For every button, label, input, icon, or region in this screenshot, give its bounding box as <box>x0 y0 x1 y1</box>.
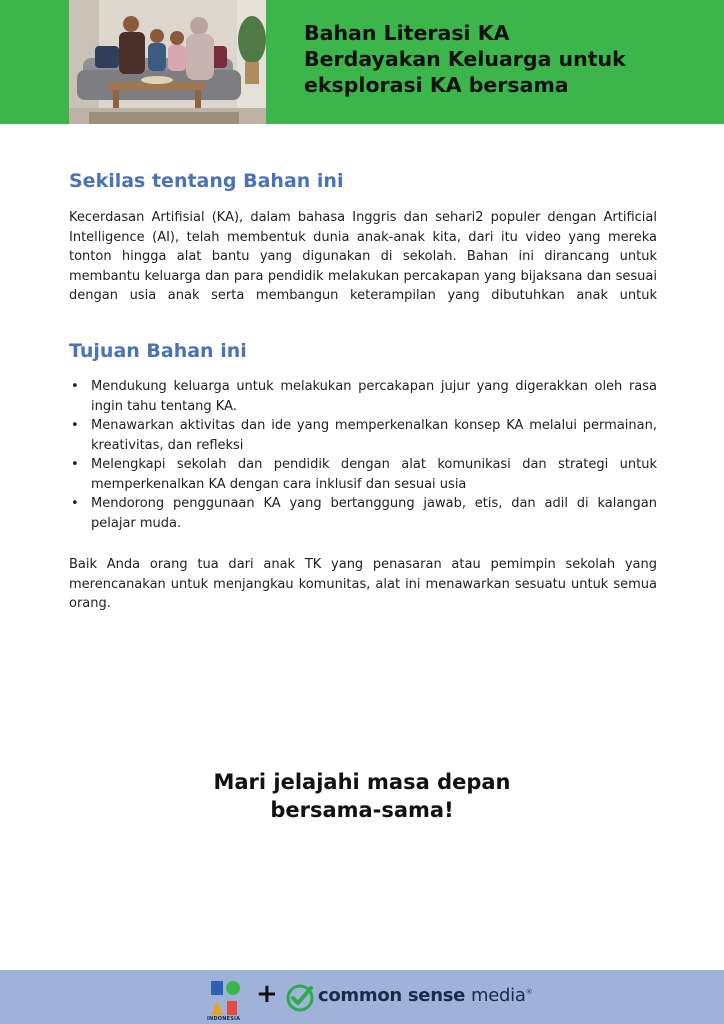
title-line: Bahan Literasi KA <box>304 21 510 45</box>
cta-line: bersama-sama! <box>270 798 454 822</box>
page-title <box>304 20 704 98</box>
closing-line: orang. <box>69 596 111 611</box>
bullet-icon: • <box>71 418 79 433</box>
overview-line: membantu keluarga dan para pendidik melakukan percakapan yang bijaksana dan sesuai <box>69 268 657 284</box>
checkmark-circle-icon <box>285 983 315 1013</box>
csm-bold-text: common sense <box>318 985 472 1006</box>
closing-paragraph <box>69 555 657 614</box>
bullet-icon: • <box>71 379 79 394</box>
family-photo-illustration <box>69 0 266 124</box>
goal-text: Menawarkan aktivitas dan ide yang memperkenalkan konsep KA melalui permainan, kreativitas, dan refleksi <box>91 418 657 453</box>
goal-text: Mendorong penggunaan KA yang bertanggung jawab, etis, dan adil di kalangan pelajar muda. <box>91 496 657 531</box>
goal-text: Mendukung keluarga untuk melakukan percakapan jujur yang digerakkan oleh rasa ingin tahu tentang KA. <box>91 379 657 414</box>
goals-list <box>69 377 657 533</box>
registered-mark: ® <box>525 988 533 996</box>
goals-heading: Tujuan Bahan ini <box>69 340 247 362</box>
goal-text: Melengkapi sekolah dan pendidik dengan alat komunikasi dan strategi untuk memperkenalkan KA dengan cara inklusif dan sesuai usia <box>91 457 657 492</box>
closing-line: merencanakan untuk menjangkau komunitas, alat ini menawarkan sesuatu untuk semua <box>69 576 657 592</box>
bullet-icon: • <box>71 496 79 511</box>
overview-heading: Sekilas tentang Bahan ini <box>69 170 344 192</box>
title-line: Berdayakan Keluarga untuk <box>304 47 626 71</box>
header-band <box>0 0 724 124</box>
cta-line: Mari jelajahi masa depan <box>213 770 511 794</box>
doai-logo-label: INDONESIA <box>207 1016 241 1022</box>
overview-paragraph <box>69 208 657 306</box>
title-line: eksplorasi KA bersama <box>304 73 569 97</box>
call-to-action <box>0 768 724 824</box>
csm-light-text: media <box>471 985 526 1006</box>
overview-line: dengan usia anak serta membangun keterampilan yang dibutuhkan anak untuk <box>69 288 657 303</box>
common-sense-media-logo <box>318 985 532 1006</box>
list-item <box>69 416 657 455</box>
overview-line: tonton hingga alat bantu yang digunakan di sekolah. Bahan ini dirancang untuk <box>69 249 657 264</box>
overview-line: Intelligence (AI), telah membentuk dunia anak-anak kita, dari itu video yang mereka <box>69 229 657 245</box>
family-photo <box>69 0 266 124</box>
list-item <box>69 494 657 533</box>
overview-line: Kecerdasan Artifisial (KA), dalam bahasa Inggris dan sehari2 populer dengan Artificial <box>69 210 657 225</box>
bullet-icon: • <box>71 457 79 472</box>
closing-line: Baik Anda orang tua dari anak TK yang penasaran atau pemimpin sekolah yang <box>69 557 657 572</box>
list-item <box>69 377 657 416</box>
plus-sign: + <box>256 979 278 1009</box>
list-item <box>69 455 657 494</box>
